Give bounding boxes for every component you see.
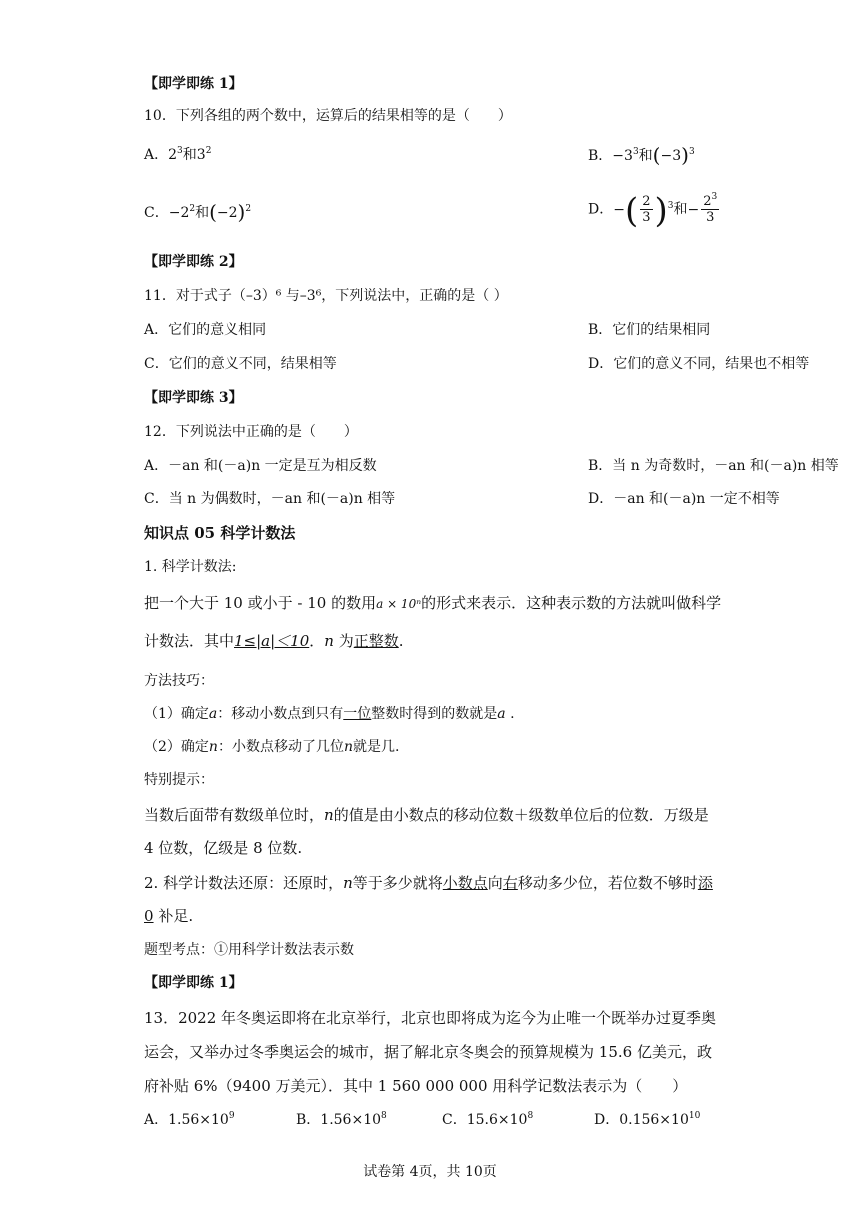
q11-option-c: C．它们的意义不同，结果相等	[144, 356, 337, 372]
q12-option-a: A．－an 和(－a)n 一定是互为相反数	[144, 458, 377, 474]
q12-options-row2	[144, 489, 780, 509]
q10-option-d: D．−( $\frac{2}{3}$ )$^3$和− $\frac{2^3}{3}$	[588, 190, 718, 231]
kp-subheading-2-cont: 0 补足.	[144, 907, 194, 925]
question-10-stem: 10．下列各组的两个数中，运算后的结果相等的是（ ）	[144, 108, 512, 124]
kp-subheading-1: 1. 科学计数法:	[144, 559, 237, 575]
kp-tips-heading: 方法技巧：	[144, 673, 214, 689]
q12-option-c: C．当 n 为偶数时，－an 和(－a)n 相等	[144, 491, 396, 507]
q11-options-row1	[144, 320, 744, 340]
q13-option-c: C．$15.6\times 10^8$	[442, 1111, 534, 1128]
q13-option-d: D．$0.156\times 10^{10}$	[594, 1111, 701, 1128]
kp-special-line2: 4 位数，亿级是 8 位数.	[144, 839, 303, 857]
q11-option-d: D．它们的意义不同，结果也不相等	[588, 356, 810, 372]
q13-option-a: A．$1.56\times 10^9$	[144, 1111, 235, 1128]
kp-special-heading: 特别提示：	[144, 772, 214, 788]
section-heading: 【即学即练 3】	[144, 390, 243, 406]
kp-special-line1: 当数后面带有数级单位时，n的值是由小数点的移动位数＋级数单位后的位数．万级是	[144, 806, 709, 824]
q12-options-row1	[144, 456, 839, 476]
kp-tip-2: （2）确定n：小数点移动了几位n就是几.	[144, 739, 400, 755]
page-footer: 试卷第 4页，共 10页	[363, 1164, 497, 1180]
q10-option-a: A．$2^3$和$3^2$	[144, 146, 212, 163]
section-heading: 【即学即练 1】	[144, 76, 243, 92]
question-12-stem: 12．下列说法中正确的是（ ）	[144, 424, 358, 440]
knowledge-point-title: 知识点 05 科学计数法	[144, 524, 296, 542]
section-heading: 【即学即练 2】	[144, 254, 243, 270]
q10-option-c: C．$-2^2$和$(-2)^2$	[144, 200, 252, 224]
q10-options-row1	[144, 145, 744, 165]
kp-question-type: 题型考点：①用科学计数法表示数	[144, 942, 354, 958]
kp-subheading-2: 2. 科学计数法还原：还原时，n等于多少就将小数点向右移动多少位，若位数不够时添	[144, 874, 713, 892]
q11-option-b: B．它们的结果相同	[588, 322, 711, 338]
kp-tip-1: （1）确定a：移动小数点到只有一位整数时得到的数就是a .	[144, 706, 515, 722]
q11-option-a: A．它们的意义相同	[144, 322, 267, 338]
q12-option-b: B．当 n 为奇数时，－an 和(－a)n 相等	[588, 458, 839, 474]
q13-option-b: B．$1.56\times 10^8$	[296, 1111, 387, 1128]
q12-option-d: D．－an 和(－a)n 一定不相等	[588, 491, 780, 507]
question-11-stem: 11．对于式子（–3）⁶ 与–3⁶，下列说法中，正确的是（ ）	[144, 288, 508, 304]
question-13-line1: 13．2022 年冬奥运即将在北京举行，北京也即将成为迄今为止唯一个既举办过夏季奥	[144, 1009, 717, 1027]
q10-option-b: B．$-3^3$和$(-3)^3$	[588, 143, 695, 167]
q11-options-row2	[144, 354, 810, 374]
q10-options-row2	[144, 190, 744, 231]
kp-definition-line1: 把一个大于 10 或小于 - 10 的数用a × 10ⁿ的形式来表示．这种表示数的方法就叫做科学	[144, 594, 722, 612]
section-heading: 【即学即练 1】	[144, 975, 243, 991]
question-13-line2: 运会，又举办过冬季奥运会的城市，据了解北京冬奥会的预算规模为 15.6 亿美元，政	[144, 1043, 712, 1061]
kp-definition-line2: 计数法．其中1≤|a|＜10．n 为正整数.	[144, 632, 404, 650]
question-13-line3: 府补贴 6%（9400 万美元）．其中 1 560 000 000 用科学记数法表示为（ ）	[144, 1077, 688, 1095]
